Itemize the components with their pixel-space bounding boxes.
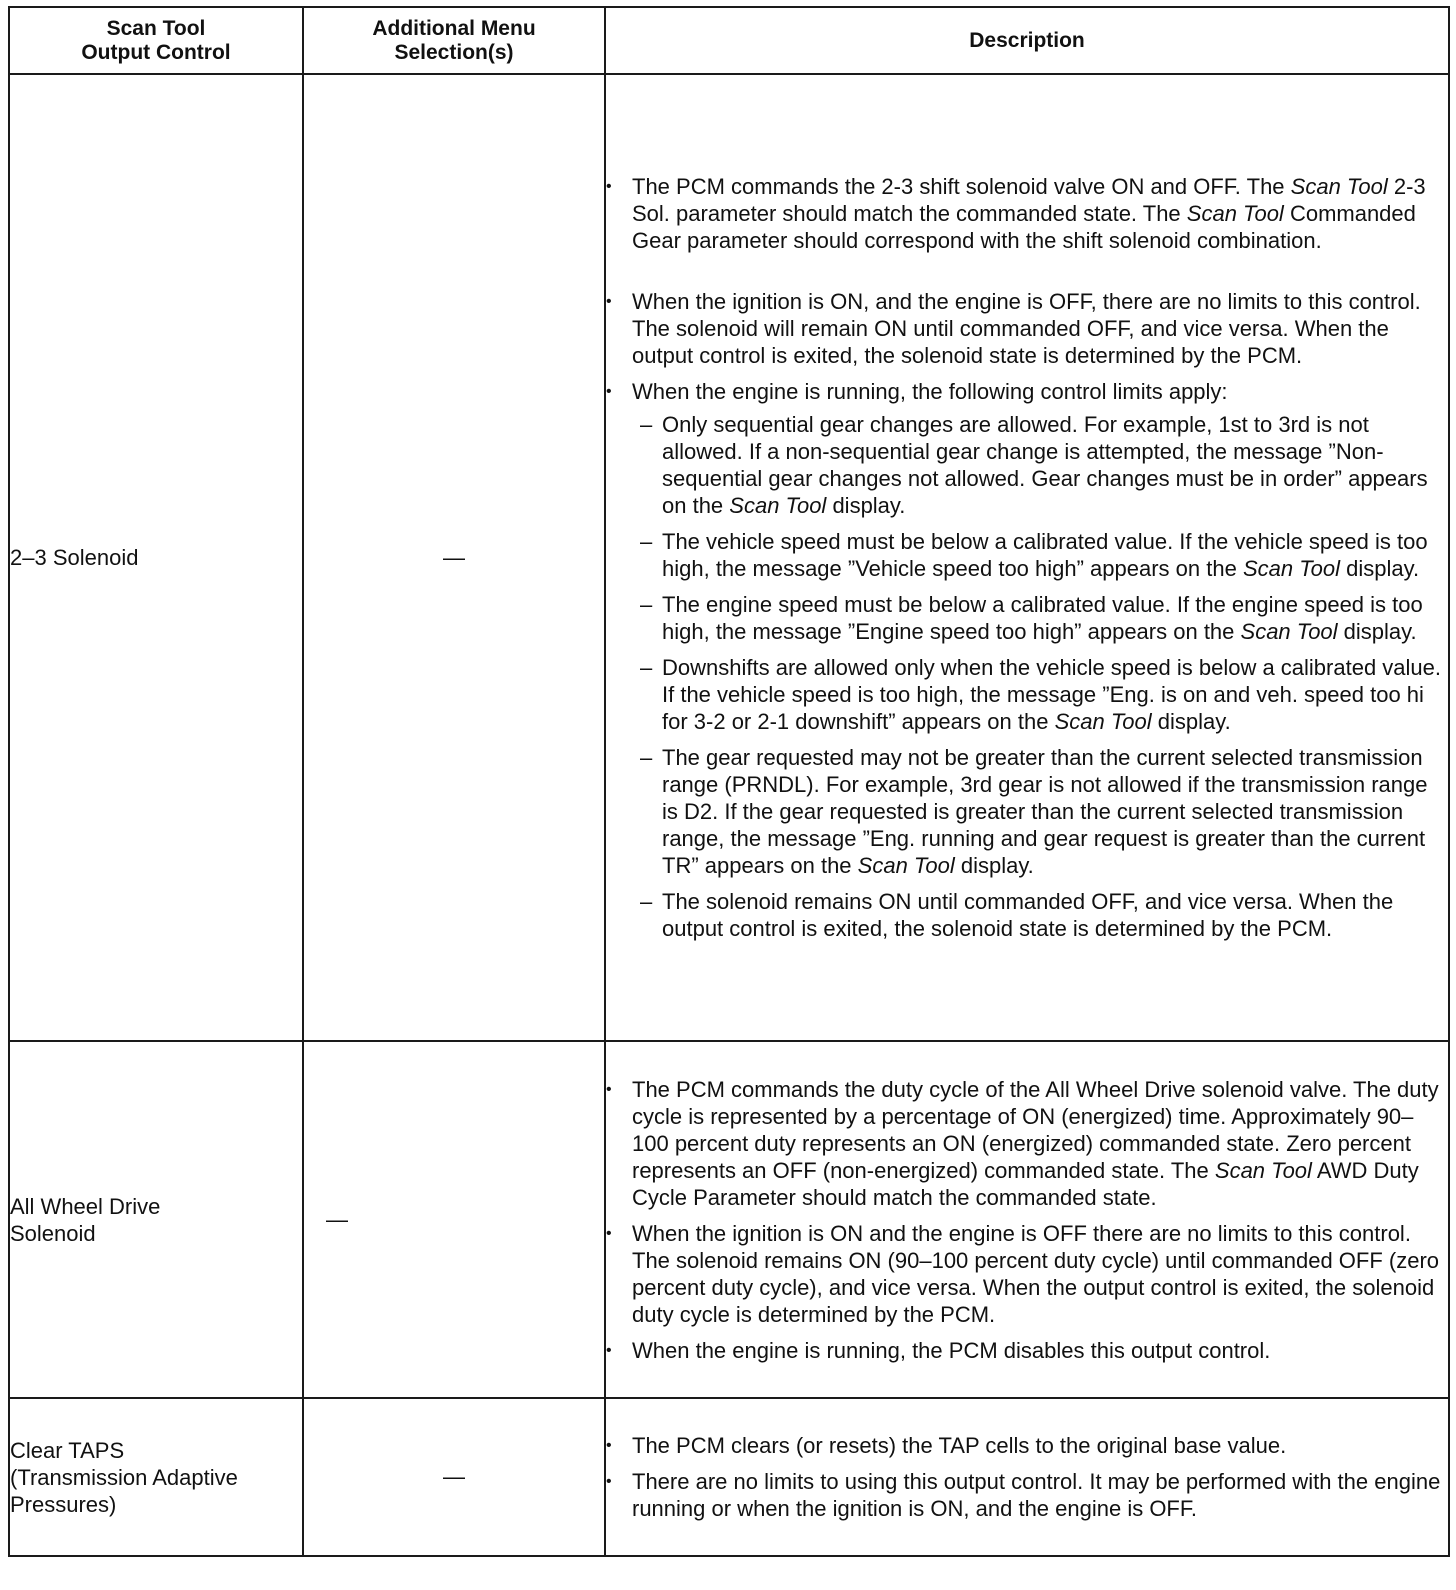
table-row: [9, 1398, 1449, 1556]
table-row: [9, 74, 1449, 1041]
header-additional-menu-selections: Additional Menu Selection(s): [303, 7, 605, 74]
description-list: [606, 173, 1448, 942]
list-item: • The PCM commands the duty cycle of the All Wheel Drive solenoid valve. The duty cycle is represented by a percentage of ON (energized) time. Approximately 90–100 percent duty represents an ON (energized) commanded state. Zero percent represents an OFF (non-energized) commanded state. The Scan Tool AWD Duty Cycle Parameter should match the commanded state.: [606, 1076, 1448, 1211]
sub-list: [632, 411, 1448, 942]
description-list: [606, 1076, 1448, 1364]
sub-list-item: – The solenoid remains ON until commanded OFF, and vice versa. When the output control is exited, the solenoid state is determined by the PCM.: [632, 888, 1448, 942]
table-row: [9, 1041, 1449, 1398]
list-item: • When the ignition is ON, and the engine is OFF, there are no limits to this control. The solenoid will remain ON until commanded OFF, and vice versa. When the output control is exited, the solenoid state is determined by the PCM.: [606, 288, 1448, 369]
list-item: • When the ignition is ON and the engine is OFF there are no limits to this control. The solenoid remains ON (90–100 percent duty cycle) until commanded OFF (zero percent duty cycle), and vice versa. When the output control is exited, the solenoid duty cycle is determined by the PCM.: [606, 1220, 1448, 1328]
sub-list-item: – The engine speed must be below a calibrated value. If the engine speed is too high, the message ”Engine speed too high” appears on the Scan Tool display.: [632, 591, 1448, 645]
sub-list-item: – The gear requested may not be greater than the current selected transmission range (PRNDL). For example, 3rd gear is not allowed if the transmission range is D2. If the gear requested is greater than the current selected transmission range, the message ”Eng. running and gear request is greater than the current TR” appears on the Scan Tool display.: [632, 744, 1448, 879]
menu-selection-cell: —: [303, 1041, 605, 1398]
list-item: • When the engine is running, the following control limits apply: – Only sequential gear changes are allowed. For example, 1st to 3rd is not allowed. If a non-sequential gear change is attempted, the message ”Non-sequential gear changes not allowed. Gear changes must be in order” appears on the Scan Tool display. – The vehicle speed must be below a calibrated value. If the vehicle speed is too high, the message ”Vehicle speed too high” appears on the Scan Tool display. – The engine speed must be below a calibrated value. If the engine speed is too high, the message ”Engine speed too high” appears on the Scan Tool display. – Downshifts are allowed only when the vehicle speed is below a calibrated value. If the vehicle speed is too high, the message ”Eng. is on and veh. speed too hi for 3-2 or 2-1 downshift” appears on the Scan Tool display. – The gear requested may not be greater than the current selected transmission range (PRNDL). For example, 3rd gear is not allowed if the transmission range is D2. If the gear requested is greater than the current selected transmission range, the message ”Eng. running and gear request is greater than the current TR” appears on the Scan Tool display. – The solenoid remains ON until commanded OFF, and vice versa. When the output control is exited, the solenoid state is determined by the PCM.: [606, 378, 1448, 942]
list-item: • When the engine is running, the PCM disables this output control.: [606, 1337, 1448, 1364]
output-control-table: [8, 6, 1450, 1557]
description-cell: [605, 74, 1449, 1041]
header-scan-tool-output-control: Scan Tool Output Control: [9, 7, 303, 74]
list-item: • The PCM clears (or resets) the TAP cells to the original base value.: [606, 1432, 1448, 1459]
list-item: • There are no limits to using this output control. It may be performed with the engine running or when the ignition is ON, and the engine is OFF.: [606, 1468, 1448, 1522]
menu-selection-cell: —: [303, 1398, 605, 1556]
output-control-cell: 2–3 Solenoid: [9, 74, 303, 1041]
description-cell: [605, 1041, 1449, 1398]
output-control-cell: All Wheel Drive Solenoid: [9, 1041, 303, 1398]
description-list: [606, 1432, 1448, 1522]
description-cell: [605, 1398, 1449, 1556]
output-control-cell: Clear TAPS (Transmission Adaptive Pressures): [9, 1398, 303, 1556]
header-description: Description: [605, 7, 1449, 74]
menu-selection-cell: —: [303, 74, 605, 1041]
table-header-row: [9, 7, 1449, 74]
sub-list-item: – Only sequential gear changes are allowed. For example, 1st to 3rd is not allowed. If a non-sequential gear change is attempted, the message ”Non-sequential gear changes not allowed. Gear changes must be in order” appears on the Scan Tool display.: [632, 411, 1448, 519]
sub-list-item: – Downshifts are allowed only when the vehicle speed is below a calibrated value. If the vehicle speed is too high, the message ”Eng. is on and veh. speed too hi for 3-2 or 2-1 downshift” appears on the Scan Tool display.: [632, 654, 1448, 735]
list-item: • The PCM commands the 2-3 shift solenoid valve ON and OFF. The Scan Tool 2-3 Sol. parameter should match the commanded state. The Scan Tool Commanded Gear parameter should correspond with the shift solenoid combination.: [606, 173, 1448, 254]
sub-list-item: – The vehicle speed must be below a calibrated value. If the vehicle speed is too high, the message ”Vehicle speed too high” appears on the Scan Tool display.: [632, 528, 1448, 582]
